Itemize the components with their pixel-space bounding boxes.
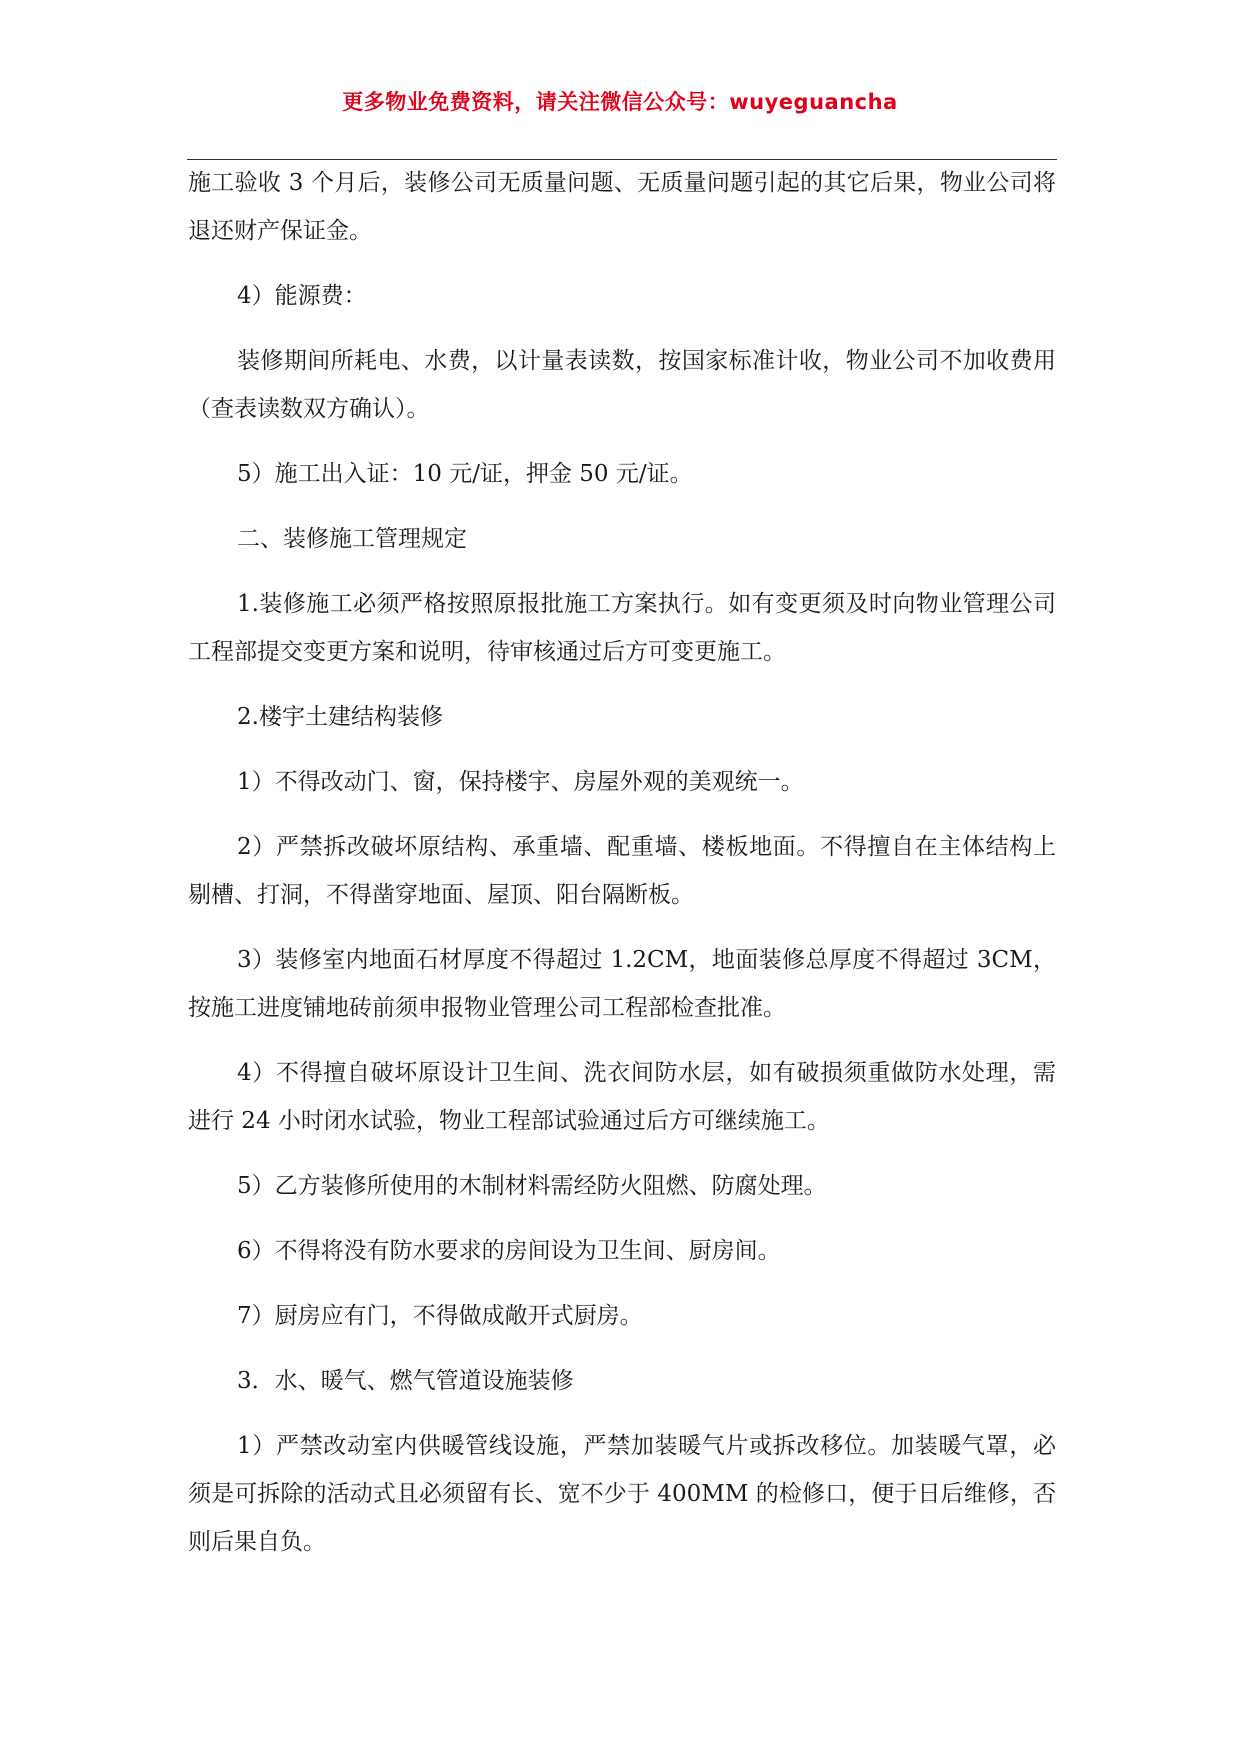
paragraph: 2）严禁拆改破坏原结构、承重墙、配重墙、楼板地面。不得擅自在主体结构上剔槽、打洞，不得凿穿地面、屋顶、阳台隔断板。 bbox=[188, 834, 1056, 908]
paragraph: 4）能源费： bbox=[237, 283, 367, 309]
paragraph: 5）乙方装修所使用的木制材料需经防火阻燃、防腐处理。 bbox=[237, 1173, 827, 1199]
paragraph: 7）厨房应有门，不得做成敞开式厨房。 bbox=[237, 1303, 643, 1329]
paragraph: 1）不得改动门、窗，保持楼宇、房屋外观的美观统一。 bbox=[237, 769, 804, 795]
paragraph: 1）严禁改动室内供暖管线设施，严禁加装暖气片或拆改移位。加装暖气罩，必须是可拆除的活动式且必须留有长、宽不少于 400MM 的检修口，便于日后维修，否则后果自负。 bbox=[188, 1433, 1056, 1555]
subsection-heading: 2.楼宇土建结构装修 bbox=[237, 704, 443, 730]
section-heading: 二、装修施工管理规定 bbox=[237, 526, 467, 552]
paragraph: 施工验收 3 个月后，装修公司无质量问题、无质量问题引起的其它后果，物业公司将退还财产保证金。 bbox=[188, 170, 1056, 244]
document-body bbox=[188, 159, 1056, 1583]
subsection-heading: 3．水、暖气、燃气管道设施装修 bbox=[237, 1368, 574, 1394]
paragraph: 6）不得将没有防水要求的房间设为卫生间、厨房间。 bbox=[237, 1238, 781, 1264]
paragraph: 1.装修施工必须严格按照原报批施工方案执行。如有变更须及时向物业管理公司工程部提交变更方案和说明，待审核通过后方可变更施工。 bbox=[188, 591, 1056, 665]
paragraph: 4）不得擅自破坏原设计卫生间、洗衣间防水层，如有破损须重做防水处理，需进行 24 小时闭水试验，物业工程部试验通过后方可继续施工。 bbox=[188, 1060, 1056, 1134]
paragraph: 装修期间所耗电、水费，以计量表读数，按国家标准计收，物业公司不加收费用（查表读数双方确认）。 bbox=[188, 348, 1056, 422]
page-header-promo: 更多物业免费资料，请关注微信公众号：wuyeguancha bbox=[342, 90, 898, 114]
paragraph: 3）装修室内地面石材厚度不得超过 1.2CM，地面装修总厚度不得超过 3CM，按施工进度铺地砖前须申报物业管理公司工程部检查批准。 bbox=[188, 947, 1056, 1021]
paragraph: 5）施工出入证：10 元/证，押金 50 元/证。 bbox=[237, 461, 693, 487]
